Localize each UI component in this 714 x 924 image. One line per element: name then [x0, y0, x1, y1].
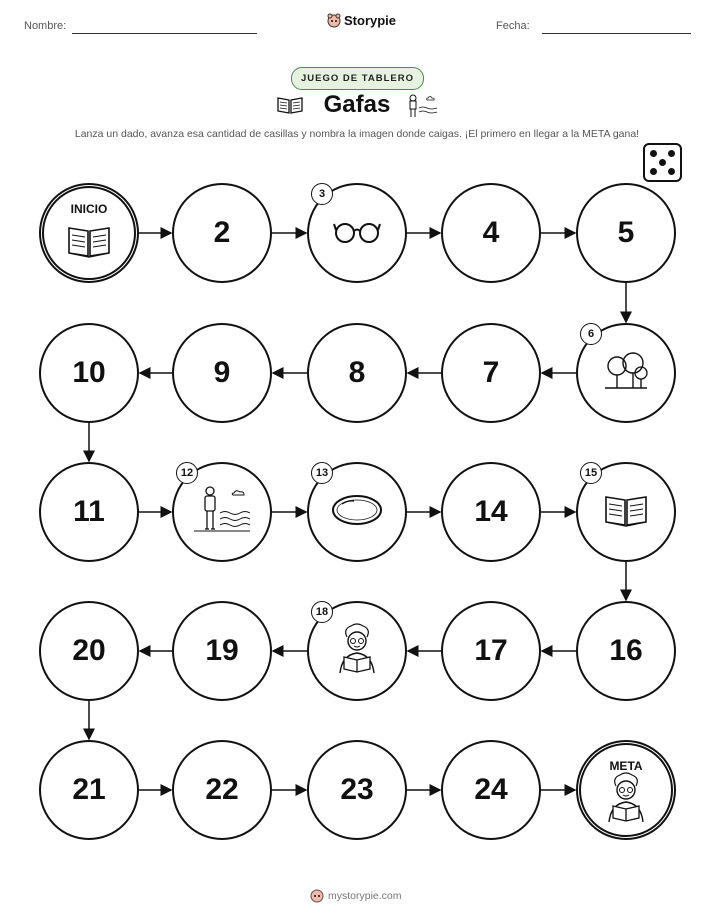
- cell-number-badge: 15: [580, 462, 602, 484]
- board-cell-6: [576, 323, 676, 423]
- lens-icon: [330, 492, 384, 533]
- board-cell-19: [172, 601, 272, 701]
- board-cell-25: [576, 740, 676, 840]
- start-label: INICIO: [70, 202, 108, 216]
- cell-number: 7: [482, 356, 500, 389]
- board-cell-2: [172, 183, 272, 283]
- game-type-tag: JUEGO DE TABLERO: [291, 67, 424, 90]
- board-cell-9: [172, 323, 272, 423]
- board-cell-16: [576, 601, 676, 701]
- cell-number: 14: [474, 495, 508, 528]
- board-cell-13: [307, 462, 407, 562]
- cell-number: 24: [474, 773, 508, 806]
- cell-number: 21: [72, 773, 106, 806]
- board-cell-11: [39, 462, 139, 562]
- date-label: Fecha:: [496, 20, 530, 32]
- page-title: Gafas: [323, 91, 391, 118]
- grandma-reading-icon: [601, 772, 651, 829]
- cell-number: 10: [72, 356, 106, 389]
- cell-number-badge: 13: [311, 462, 333, 484]
- footer-url[interactable]: mystorypie.com: [328, 889, 402, 902]
- board-cell-5: [576, 183, 676, 283]
- book-icon: [66, 223, 112, 264]
- name-label: Nombre:: [24, 20, 67, 32]
- cell-number-badge: 6: [580, 323, 602, 345]
- finish-label: META: [609, 759, 643, 773]
- book-icon: [603, 492, 649, 533]
- glasses-icon: [333, 218, 381, 249]
- storypie-mascot-icon: [310, 888, 324, 903]
- board-cell-23: [307, 740, 407, 840]
- board-cell-4: [441, 183, 541, 283]
- board-cell-14: [441, 462, 541, 562]
- cell-number: 9: [213, 356, 231, 389]
- cell-number: 22: [205, 773, 239, 806]
- cell-number: 4: [482, 216, 500, 249]
- cell-number: 5: [617, 216, 635, 249]
- cell-number-badge: 3: [311, 183, 333, 205]
- cell-number: 19: [205, 634, 239, 667]
- board-cell-21: [39, 740, 139, 840]
- board-cell-22: [172, 740, 272, 840]
- cell-number: 11: [73, 495, 105, 528]
- cell-number-badge: 18: [311, 601, 333, 623]
- board-cell-10: [39, 323, 139, 423]
- cell-number: 17: [474, 634, 508, 667]
- person-by-sea-icon: [192, 483, 252, 542]
- brand-name: Storypie: [344, 13, 397, 28]
- board-cell-12: [172, 462, 272, 562]
- board-cell-7: [441, 323, 541, 423]
- board-cell-17: [441, 601, 541, 701]
- board-cell-8: [307, 323, 407, 423]
- instructions: Lanza un dado, avanza esa cantidad de casillas y nombra la imagen donde caigas. ¡El primero en llegar a la META gana!: [74, 128, 640, 140]
- board-cell-15: [576, 462, 676, 562]
- board-cell-3: [307, 183, 407, 283]
- board-cell-18: [307, 601, 407, 701]
- grandma-reading-icon: [332, 623, 382, 680]
- board-cell-20: [39, 601, 139, 701]
- cell-number-badge: 12: [176, 462, 198, 484]
- trees-icon: [603, 351, 649, 396]
- board-cell-1: [39, 183, 139, 283]
- cell-number: 23: [340, 773, 374, 806]
- footer: [310, 888, 402, 903]
- cell-number: 8: [348, 356, 366, 389]
- cell-number: 2: [213, 216, 231, 249]
- cell-number: 20: [72, 634, 106, 667]
- cell-number: 16: [609, 634, 643, 667]
- board-cell-24: [441, 740, 541, 840]
